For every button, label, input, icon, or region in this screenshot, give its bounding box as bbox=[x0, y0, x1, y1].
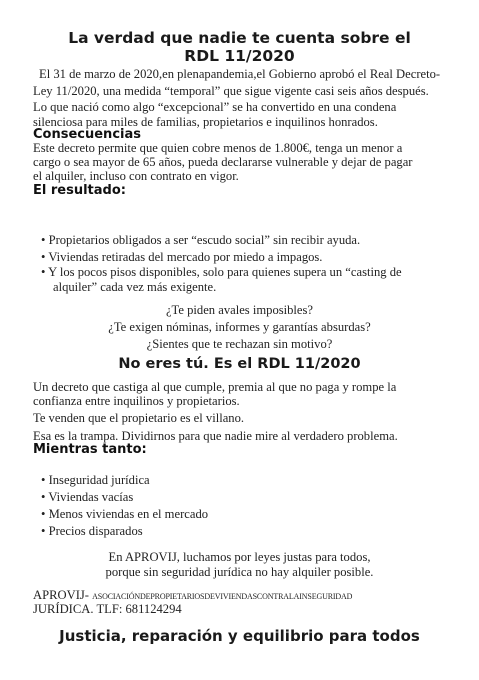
question-2: ¿Te exigen nóminas, informes y garantías absurdas? bbox=[108, 320, 371, 334]
resultado-item-text: Viviendas retiradas del mercado por miedo a impagos. bbox=[48, 250, 323, 264]
decreto-line-4: Esa es la trampa. Dividirnos para que nadie mire al verdadero problema. bbox=[33, 429, 398, 443]
subtitle: No eres tú. Es el RDL 11/2020 bbox=[118, 356, 361, 372]
consecuencias-heading: Consecuencias bbox=[33, 127, 141, 142]
consecuencias-line-1: Este decreto permite que quien cobre menos de 1.800€, tenga un menor a bbox=[33, 141, 403, 155]
resultado-item-text: Propietarios obligados a ser “escudo social” sin recibir ayuda. bbox=[48, 233, 361, 247]
mientras-item: • Inseguridad jurídica bbox=[41, 473, 150, 487]
mientras-item: • Precios disparados bbox=[41, 524, 143, 538]
resultado-item-text: Y los pocos pisos disponibles, solo para quienes supera un “casting de bbox=[48, 265, 402, 279]
footer-line-1 bbox=[33, 588, 352, 603]
consecuencias-line-3: el alquiler, incluso con contrato en vigor. bbox=[33, 169, 239, 183]
mientras-item-text: Precios disparados bbox=[48, 524, 143, 538]
decreto-line-1: Un decreto que castiga al que cumple, premia al que no paga y rompe la bbox=[33, 380, 397, 394]
decreto-line-2: confianza entre inquilinos y propietarios. bbox=[33, 394, 240, 408]
mientras-item: • Menos viviendas en el mercado bbox=[41, 507, 209, 521]
question-1: ¿Te piden avales imposibles? bbox=[165, 303, 314, 317]
footer-line-2: JURÍDICA. TLF: 681124294 bbox=[33, 602, 182, 616]
closing-slogan: Justicia, reparación y equilibrio para todos bbox=[59, 627, 420, 645]
mientras-item-text: Inseguridad jurídica bbox=[48, 473, 150, 487]
intro-line-2: Ley 11/2020, una medida “temporal” que sigue vigente casi seis años después. bbox=[33, 84, 429, 98]
intro-line-1: El 31 de marzo de 2020,en plenapandemia,el Gobierno aprobó el Real Decreto- bbox=[39, 67, 441, 81]
intro-line-3: Lo que nació como algo “excepcional” se ha convertido en una condena bbox=[33, 100, 397, 114]
resultado-item-continuation: alquiler” cada vez más exigente. bbox=[53, 280, 217, 294]
resultado-item: • Propietarios obligados a ser “escudo social” sin recibir ayuda. bbox=[41, 233, 361, 247]
resultado-item: • Viviendas retiradas del mercado por miedo a impagos. bbox=[41, 250, 323, 264]
question-3: ¿Sientes que te rechazan sin motivo? bbox=[146, 337, 333, 351]
aprovij-line-2: porque sin seguridad jurídica no hay alquiler posible. bbox=[105, 565, 374, 579]
decreto-line-3: Te venden que el propietario es el villano. bbox=[33, 411, 245, 425]
title-line-2: RDL 11/2020 bbox=[184, 47, 295, 65]
footer-name: APROVIJ- bbox=[33, 588, 89, 602]
consecuencias-line-2: cargo o sea mayor de 65 años, pueda declararse vulnerable y dejar de pagar bbox=[33, 155, 413, 169]
resultado-item: • Y los pocos pisos disponibles, solo para quienes supera un “casting de bbox=[41, 265, 402, 279]
mientras-heading: Mientras tanto: bbox=[33, 442, 147, 457]
title-line-1: La verdad que nadie te cuenta sobre el bbox=[68, 29, 411, 47]
footer-association: ASOCIACIÓNDEPROPIETARIOSDEVIVIENDASCONTRALAINSEGURIDAD bbox=[92, 592, 353, 601]
mientras-item: • Viviendas vacías bbox=[41, 490, 134, 504]
mientras-item-text: Viviendas vacías bbox=[48, 490, 134, 504]
aprovij-line-1: En APROVIJ, luchamos por leyes justas para todos, bbox=[108, 550, 371, 564]
resultado-heading: El resultado: bbox=[33, 183, 126, 198]
mientras-item-text: Menos viviendas en el mercado bbox=[48, 507, 209, 521]
intro-line-4: silenciosa para miles de familias, propietarios e inquilinos honrados. bbox=[33, 115, 378, 129]
